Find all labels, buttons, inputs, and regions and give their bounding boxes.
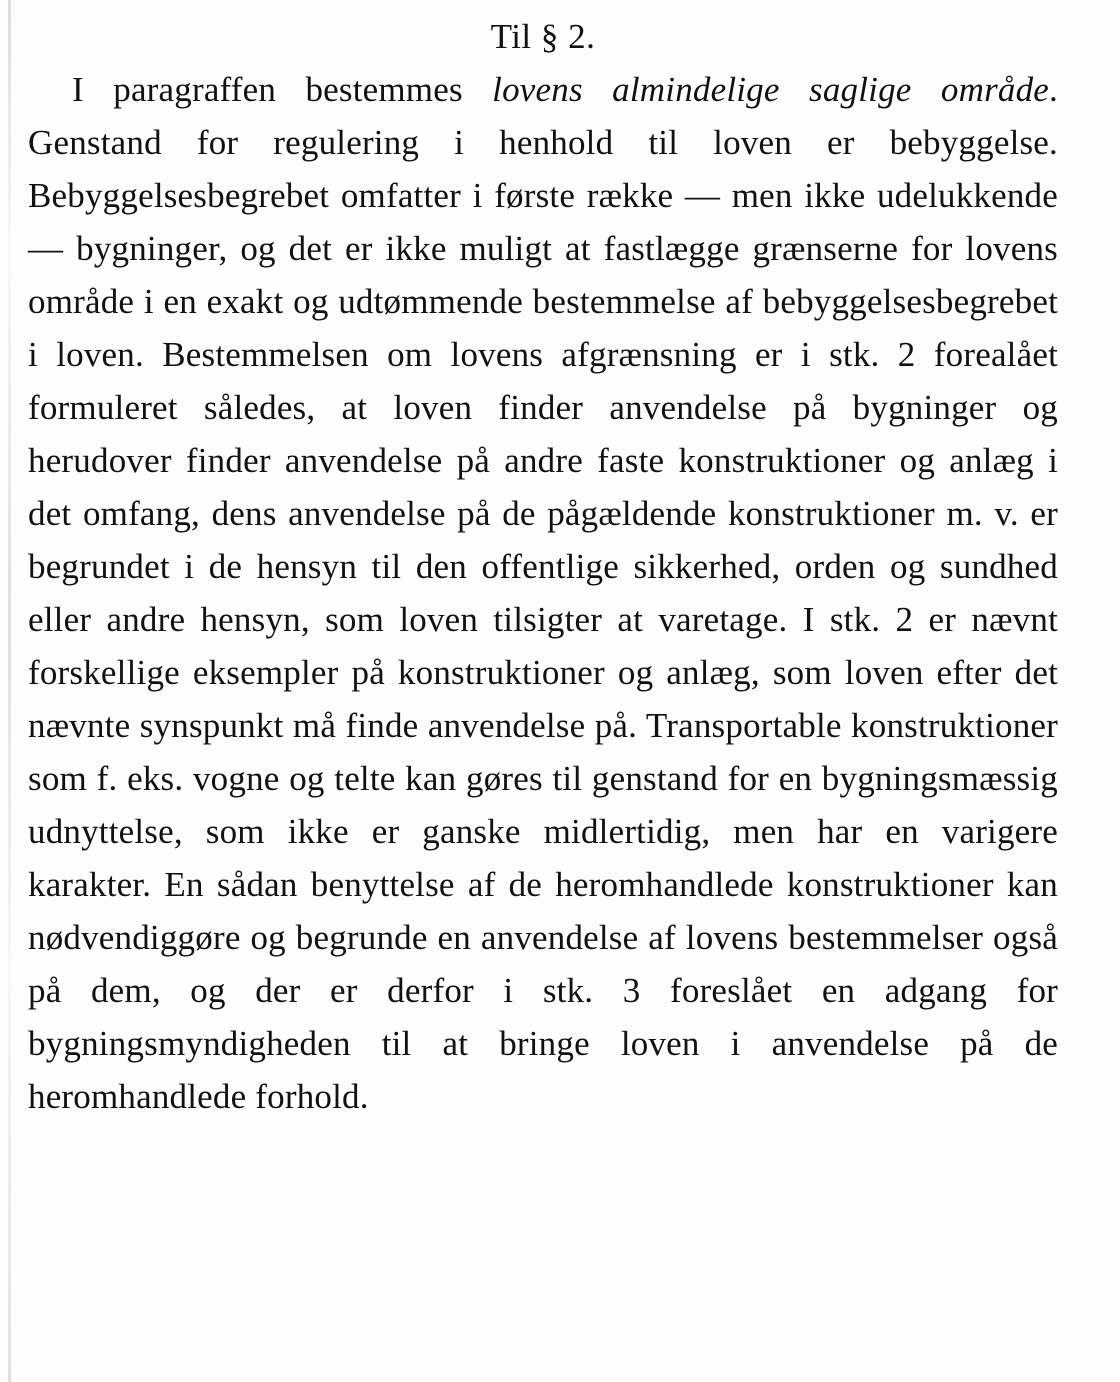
section-heading: Til § 2. bbox=[490, 17, 596, 56]
paragraph-text-part1: I paragraffen bestemmes bbox=[72, 69, 493, 109]
page-gutter-edge bbox=[8, 0, 11, 1382]
paragraph-emphasis: lovens almindelige saglige område bbox=[492, 69, 1050, 109]
paragraph-text-part2: . Genstand for regulering i henhold til loven er bebyggelse. Bebyggelsesbegrebet omfatter i første række — men ikke udelukkende — bygninger, og det er ikke muligt at fastlægge grænserne for lovens område i en exakt og udtømmende bestemmelse af bebyggelsesbegrebet i loven. Bestemmelsen om lovens afgrænsning er i stk. 2 forealået formuleret således, at loven finder anvendelse på bygninger og herudover finder anvendelse på andre faste konstruktioner og anlæg i det omfang, dens anvendelse på de pågældende konstruktioner m. v. er begrundet i de hensyn til den offentlige sikkerhed, orden og sundhed eller andre hensyn, som loven tilsigter at varetage. I stk. 2 er nævnt forskellige eksempler på konstruktioner og anlæg, som loven efter det nævnte synspunkt må finde anvendelse på. Transportable konstruktioner som f. eks. vogne og telte kan gøres til genstand for en bygningsmæssig udnyttelse, som ikke er ganske midlertidig, men har en varigere karakter. En sådan benyttelse af de heromhandlede konstruktioner kan nødvendiggøre og begrunde en anvendelse af lovens bestemmelser også på dem, og der er derfor i stk. 3 foreslået en adgang for bygningsmyndigheden til at bringe loven i anvendelse på de heromhandlede forhold. bbox=[28, 69, 1058, 1116]
body-paragraph bbox=[28, 63, 1058, 1123]
